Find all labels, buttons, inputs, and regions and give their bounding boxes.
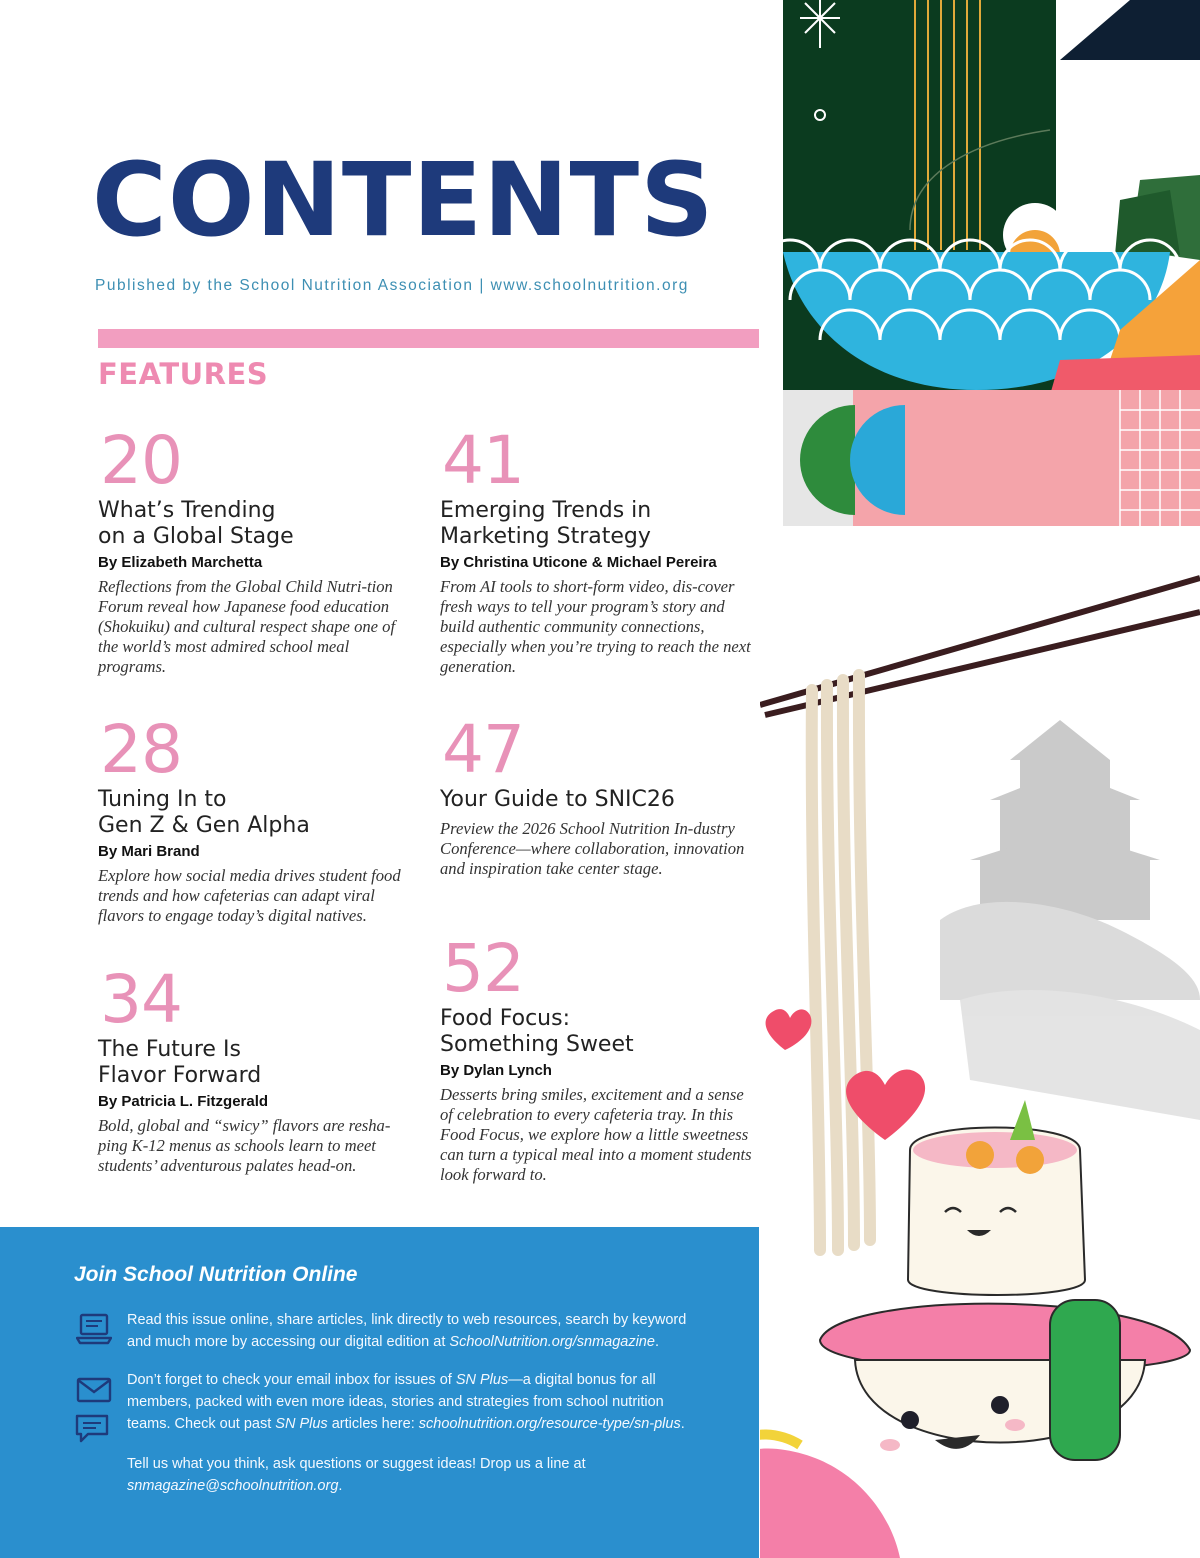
online-heading: Join School Nutrition Online [74,1263,358,1286]
feature-description: From AI tools to short-form video, dis-cover fresh ways to tell your program’s story and build authentic community connections, especially when you’re trying to reach the next generation. [440,577,751,676]
feature-byline: By Mari Brand [98,843,200,860]
section-divider [98,329,759,348]
email-link[interactable]: snmagazine@schoolnutrition.org [127,1478,339,1494]
feature-page-number: 28 [100,711,182,788]
navy-triangle [1060,0,1200,60]
heart-icon [766,1009,812,1050]
sn-plus-link[interactable]: schoolnutrition.org/resource-type/sn-plus [418,1416,681,1432]
feature-description: Desserts bring smiles, excitement and a sense of celebration to every cafeteria tray. In this Food Focus, we explore how a little sweetness can turn a typical meal into a moment students look forward to. [440,1085,752,1184]
feature-description: Explore how social media drives student food trends and how cafeterias can adapt viral flavors to engage today’s digital natives. [98,866,401,925]
feature-item[interactable] [98,961,418,1176]
feature-item[interactable] [98,711,418,926]
feature-page-number: 47 [442,711,524,788]
feature-title: Emerging Trends in Marketing Strategy [440,498,652,549]
chat-icon [74,1413,114,1445]
envelope-icon [76,1377,112,1403]
feature-item[interactable] [440,711,760,879]
feature-description: Bold, global and “swicy” flavors are resha-ping K-12 menus as schools learn to meet students’ adventurous palates head-on. [98,1116,391,1175]
feature-byline: By Dylan Lynch [440,1062,552,1079]
feature-title: Tuning In to Gen Z & Gen Alpha [98,787,310,838]
sn-plus-text: Don’t forget to check your email inbox for issues of SN Plus—a digital bonus for all members, packed with even more ideas, stories and strategies from school nutrition teams. Check out past SN Plus articles here: schoolnutrition.org/resource-type/sn-plus. [127,1372,685,1432]
online-edition-text: Read this issue online, share articles, link directly to web resources, search by keyword and much more by accessing our digital edition at SchoolNutrition.org/snmagazine. [127,1312,687,1350]
page-title: CONTENTS [92,141,715,260]
feature-item[interactable] [440,422,760,677]
feature-item[interactable] [98,422,418,677]
feature-page-number: 20 [100,422,182,499]
feature-description: Reflections from the Global Child Nutri-tion Forum reveal how Japanese food education (Shokuiku) and cultural respect shape one of the world’s most admired school meal programs. [98,577,396,676]
castle-illustration [940,720,1200,1120]
decorative-illustration [760,0,1200,1558]
feature-byline: By Elizabeth Marchetta [98,554,263,571]
digital-edition-link[interactable]: SchoolNutrition.org/snmagazine [449,1334,655,1350]
taco-illustration [760,1448,900,1558]
sushi-character [820,1100,1190,1460]
feature-title: Food Focus: Something Sweet [440,1006,634,1057]
online-info-panel [0,1227,759,1558]
feature-page-number: 34 [100,961,182,1038]
feature-description: Preview the 2026 School Nutrition In-dustry Conference—where collaboration, innovation and inspiration take center stage. [440,819,745,878]
section-label: FEATURES [98,357,269,391]
feature-title: Your Guide to SNIC26 [440,787,675,812]
feedback-text: Tell us what you think, ask questions or suggest ideas! Drop us a line at snmagazine@schoolnutrition.org. [127,1456,586,1494]
feature-page-number: 52 [442,930,524,1007]
feature-title: The Future Is Flavor Forward [98,1037,262,1088]
laptop-icon [76,1313,112,1345]
feature-byline: By Patricia L. Fitzgerald [98,1093,269,1110]
feature-item[interactable] [440,930,760,1185]
feature-title: What’s Trending on a Global Stage [98,498,294,549]
feature-page-number: 41 [442,422,524,499]
noodles [812,675,870,1250]
feature-byline: By Christina Uticone & Michael Pereira [440,554,717,571]
publisher-line: Published by the School Nutrition Association | www.schoolnutrition.org [95,277,689,294]
